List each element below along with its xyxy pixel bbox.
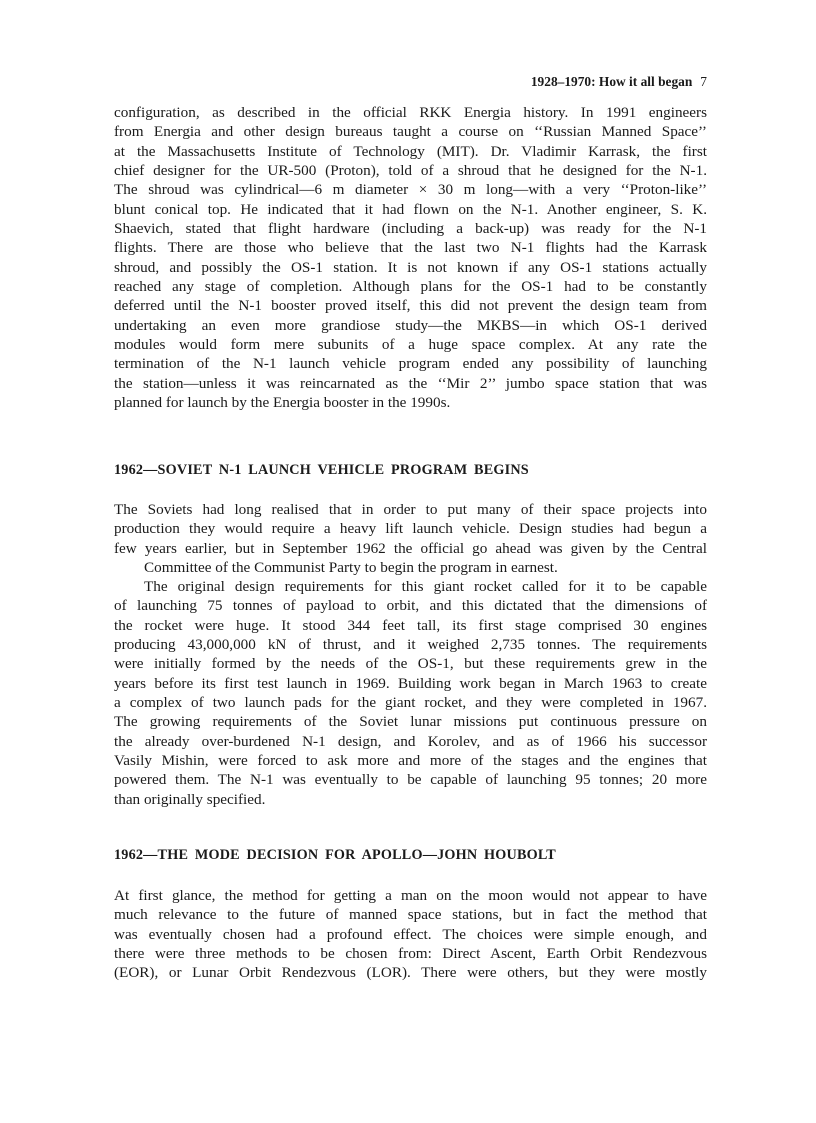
text-line: planned for launch by the Energia booster in the 1990s. <box>114 394 451 412</box>
page-number: 7 <box>700 74 707 89</box>
body-paragraph <box>114 500 707 577</box>
text-line: there were three methods to be chosen from: Direct Ascent, Earth Orbit Rendezvous <box>114 945 707 963</box>
text-line: deferred until the N-1 booster proved itself, this did not prevent the design team from <box>114 297 707 315</box>
text-line: undertaking an even more grandiose study—the MKBS—in which OS-1 derived <box>114 316 707 334</box>
text-line: The Soviets had long realised that in order to put many of their space projects into <box>114 501 707 518</box>
text-line: years before its first test launch in 1969. Building work began in March 1963 to create <box>114 674 707 692</box>
text-line: The shroud was cylindrical—6 m diameter × 30 m long—with a very ‘‘Proton-like’’ <box>114 181 707 199</box>
text-line: the already over-burdened N-1 design, and Korolev, and as of 1966 his successor <box>114 732 707 750</box>
text-line: chief designer for the UR-500 (Proton), told of a shroud that he designed for the N-1. <box>114 162 707 180</box>
text-line: production they would require a heavy lift launch vehicle. Design studies had begun a <box>114 520 707 538</box>
text-line: the rocket were huge. It stood 344 feet tall, its first stage comprised 30 engines <box>114 616 707 634</box>
text-line: (EOR), or Lunar Orbit Rendezvous (LOR). There were others, but they were mostly <box>114 964 707 982</box>
text-line: the station—unless it was reincarnated as the ‘‘Mir 2’’ jumbo space station that was <box>114 374 707 392</box>
running-head <box>531 72 707 91</box>
body-paragraph <box>114 103 707 413</box>
text-line: reached any stage of completion. Although plans for the OS-1 had to be constantly <box>114 278 707 296</box>
text-line: flights. There are those who believe that the last two N-1 flights had the Karrask <box>114 239 707 257</box>
text-line: At first glance, the method for getting a man on the moon would not appear to have <box>114 887 707 904</box>
body-paragraph <box>114 577 707 809</box>
text-line: than originally specified. <box>114 790 266 808</box>
text-line: Committee of the Communist Party to begin the program in earnest. <box>144 559 558 577</box>
text-line: Shaevich, stated that flight hardware (including a back-up) was ready for the N-1 <box>114 220 707 238</box>
text-line: blunt conical top. He indicated that it had flown on the N-1. Another engineer, S. K. <box>114 200 707 218</box>
text-line: shroud, and possibly the OS-1 station. It is not known if any OS-1 stations actually <box>114 258 707 276</box>
text-line: much relevance to the future of manned space stations, but in fact the method that <box>114 906 707 924</box>
section-heading: 1962—THE MODE DECISION FOR APOLLO—JOHN HOUBOLT <box>114 847 556 863</box>
text-line: few years earlier, but in September 1962 the official go ahead was given by the Central <box>114 539 707 557</box>
running-head-title: 1928–1970: How it all began <box>530 74 693 89</box>
text-line: Vasily Mishin, were forced to ask more and more of the stages and the engines that <box>114 752 707 770</box>
text-line: The growing requirements of the Soviet lunar missions put continuous pressure on <box>114 713 707 731</box>
text-line: was eventually chosen had a profound effect. The choices were simple enough, and <box>114 925 707 943</box>
body-paragraph <box>114 886 707 983</box>
text-line: modules would form mere subunits of a huge space complex. At any rate the <box>114 336 707 354</box>
text-line: producing 43,000,000 kN of thrust, and it weighed 2,735 tonnes. The requirements <box>114 636 707 654</box>
text-line: termination of the N-1 launch vehicle program ended any possibility of launching <box>114 355 707 373</box>
text-line: from Energia and other design bureaus taught a course on ‘‘Russian Manned Space’’ <box>114 123 707 141</box>
text-line: configuration, as described in the official RKK Energia history. In 1991 engineers <box>114 104 707 121</box>
text-line: The original design requirements for this giant rocket called for it to be capable <box>144 578 707 595</box>
section-heading: 1962—SOVIET N-1 LAUNCH VEHICLE PROGRAM BEGINS <box>114 462 529 478</box>
text-line: a complex of two launch pads for the giant rocket, and they were completed in 1967. <box>114 694 707 712</box>
text-line: at the Massachusetts Institute of Technology (MIT). Dr. Vladimir Karrask, the first <box>114 142 707 160</box>
text-line: of launching 75 tonnes of payload to orbit, and this dictated that the dimensions of <box>114 597 707 615</box>
text-line: powered them. The N-1 was eventually to be capable of launching 95 tonnes; 20 more <box>114 771 707 789</box>
text-line: were initially formed by the needs of the OS-1, but these requirements grew in the <box>114 655 707 673</box>
